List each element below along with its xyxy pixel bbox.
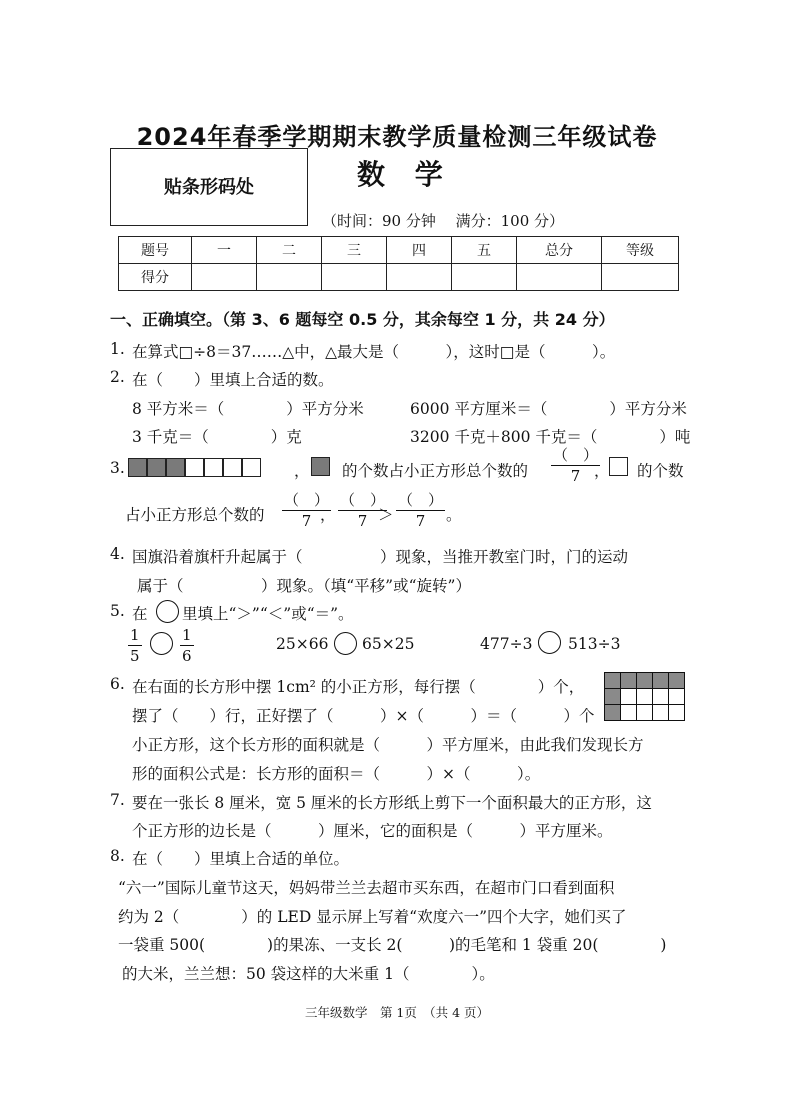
q8-line-1: 在（ ）里填上合适的单位。 (132, 850, 350, 868)
q6-line-2: 摆了（ ）行，正好摆了（ ）×（ ）＝（ ）个 (132, 707, 595, 725)
score-cell: 三 (322, 237, 387, 264)
score-cell: 二 (257, 237, 322, 264)
q5-fraction-right: $\frac{1}{6}$ (182, 626, 192, 665)
q8-line-4: 一袋重 500( )的果冻、一支长 2( )的毛笔和 1 袋重 20( ) (118, 936, 667, 954)
q2-item-d: 3200 千克＋800 千克＝（ ）吨 (410, 428, 691, 446)
q2-number: 2. (110, 368, 125, 386)
barcode-box (110, 148, 308, 226)
compare-circle-2[interactable] (334, 632, 357, 655)
score-cell: 等级 (602, 237, 679, 264)
q2-text: 在（ ）里填上合适的数。 (132, 371, 334, 389)
q3-text-3: 的个数 (637, 462, 684, 480)
q5-expr2-left: 25×66 (276, 635, 329, 653)
q3-text-2: ， (594, 462, 610, 480)
score-blank-cell[interactable] (452, 264, 517, 291)
q8-line-2: “六一”国际儿童节这天，妈妈带兰兰去超市买东西，在超市门口看到面积 (118, 879, 615, 897)
q4-line-1: 国旗沿着旗杆升起属于（ ）现象，当推开教室门时，门的运动 (132, 548, 629, 566)
q3-sep: ， (294, 462, 310, 480)
q3-fraction-3: （ ） 7 (340, 491, 386, 530)
circle-blank-icon (156, 600, 179, 623)
empty-square-icon (609, 456, 628, 476)
score-table (118, 236, 679, 291)
score-row-label: 得分 (119, 264, 192, 291)
q3-text-7: 。 (446, 506, 462, 524)
time-info: （时间：90 分钟 满分：100 分） (322, 212, 565, 230)
q1-text: 在算式□÷8＝37……△中，△最大是（ ），这时□是（ ）。 (132, 343, 616, 361)
q5-expr3-right: 513÷3 (568, 635, 621, 653)
barcode-label: 贴条形码处 (164, 177, 254, 198)
rectangle-grid (604, 672, 685, 721)
score-blank-cell[interactable] (602, 264, 679, 291)
q5-fraction-left: $\frac{1}{5}$ (130, 626, 140, 665)
q2-item-b: 6000 平方厘米＝（ ）平方分米 (410, 400, 687, 418)
exam-title: 2024年春季学期期末教学质量检测三年级试卷 (136, 123, 658, 151)
score-blank-cell[interactable] (322, 264, 387, 291)
filled-square (166, 458, 185, 477)
filled-square (147, 458, 166, 477)
q5-text-a: 在 (132, 605, 148, 623)
q3-text-1: 的个数占小正方形总个数的 (342, 462, 529, 480)
filled-square-icon (311, 456, 330, 476)
q5-expr3-left: 477÷3 (480, 635, 533, 653)
q3-number: 3. (110, 459, 125, 477)
q5-text-b: 里填上“＞”“＜”或“＝”。 (182, 605, 354, 623)
empty-square (223, 458, 242, 477)
subject-title: 数 学 (357, 158, 453, 191)
compare-circle-1[interactable] (150, 632, 173, 655)
square-strip (128, 457, 261, 477)
score-table-header-row (119, 237, 679, 264)
filled-square (128, 458, 147, 477)
empty-square (185, 458, 204, 477)
q1-number: 1. (110, 340, 125, 358)
q4-number: 4. (110, 545, 125, 563)
score-blank-cell[interactable] (517, 264, 602, 291)
score-cell: 五 (452, 237, 517, 264)
score-table-score-row (119, 264, 679, 291)
score-blank-cell[interactable] (387, 264, 452, 291)
q3-text-5: ， (320, 506, 336, 524)
score-blank-cell[interactable] (192, 264, 257, 291)
q2-item-c: 3 千克＝（ ）克 (132, 428, 302, 446)
q6-number: 6. (110, 675, 125, 693)
empty-square (204, 458, 223, 477)
q5-expr2-right: 65×25 (362, 635, 415, 653)
score-cell: 四 (387, 237, 452, 264)
q3-fraction-1: （ ） 7 (553, 446, 599, 485)
score-blank-cell[interactable] (257, 264, 322, 291)
q8-number: 8. (110, 847, 125, 865)
section-heading: 一、正确填空。（第 3、6 题每空 0.5 分，其余每空 1 分，共 24 分） (110, 310, 615, 329)
q7-line-1: 要在一张长 8 厘米，宽 5 厘米的长方形纸上剪下一个面积最大的正方形，这 (132, 794, 652, 812)
q6-line-1: 在右面的长方形中摆 1cm² 的小正方形，每行摆（ ）个， (132, 678, 585, 696)
page-footer: 三年级数学 第 1页 （共 4 页） (304, 1005, 490, 1020)
q7-number: 7. (110, 791, 125, 809)
q3-text-6: ＞ (378, 506, 394, 524)
score-cell: 题号 (119, 237, 192, 264)
q3-text-4: 占小正方形总个数的 (125, 506, 265, 524)
q8-line-3: 约为 2（ ）的 LED 显示屏上写着“欢度六一”四个大字，她们买了 (118, 908, 627, 926)
q8-line-5: 的大米，兰兰想：50 袋这样的大米重 1（ ）。 (122, 965, 495, 983)
q6-line-3: 小正方形，这个长方形的面积就是（ ）平方厘米，由此我们发现长方 (132, 736, 644, 754)
q6-line-4: 形的面积公式是：长方形的面积＝（ ）×（ ）。 (132, 765, 541, 783)
score-cell: 一 (192, 237, 257, 264)
empty-square (242, 458, 261, 477)
q5-number: 5. (110, 602, 125, 620)
q4-line-2: 属于（ ）现象。（填“平移”或“旋转”） (137, 577, 471, 595)
q7-line-2: 个正方形的边长是（ ）厘米，它的面积是（ ）平方厘米。 (132, 822, 613, 840)
q2-item-a: 8 平方米＝（ ）平方分米 (132, 400, 364, 418)
compare-circle-3[interactable] (538, 631, 561, 654)
q3-fraction-2: （ ） 7 (284, 491, 330, 530)
q3-fraction-4: （ ） 7 (398, 491, 444, 530)
score-cell: 总分 (517, 237, 602, 264)
